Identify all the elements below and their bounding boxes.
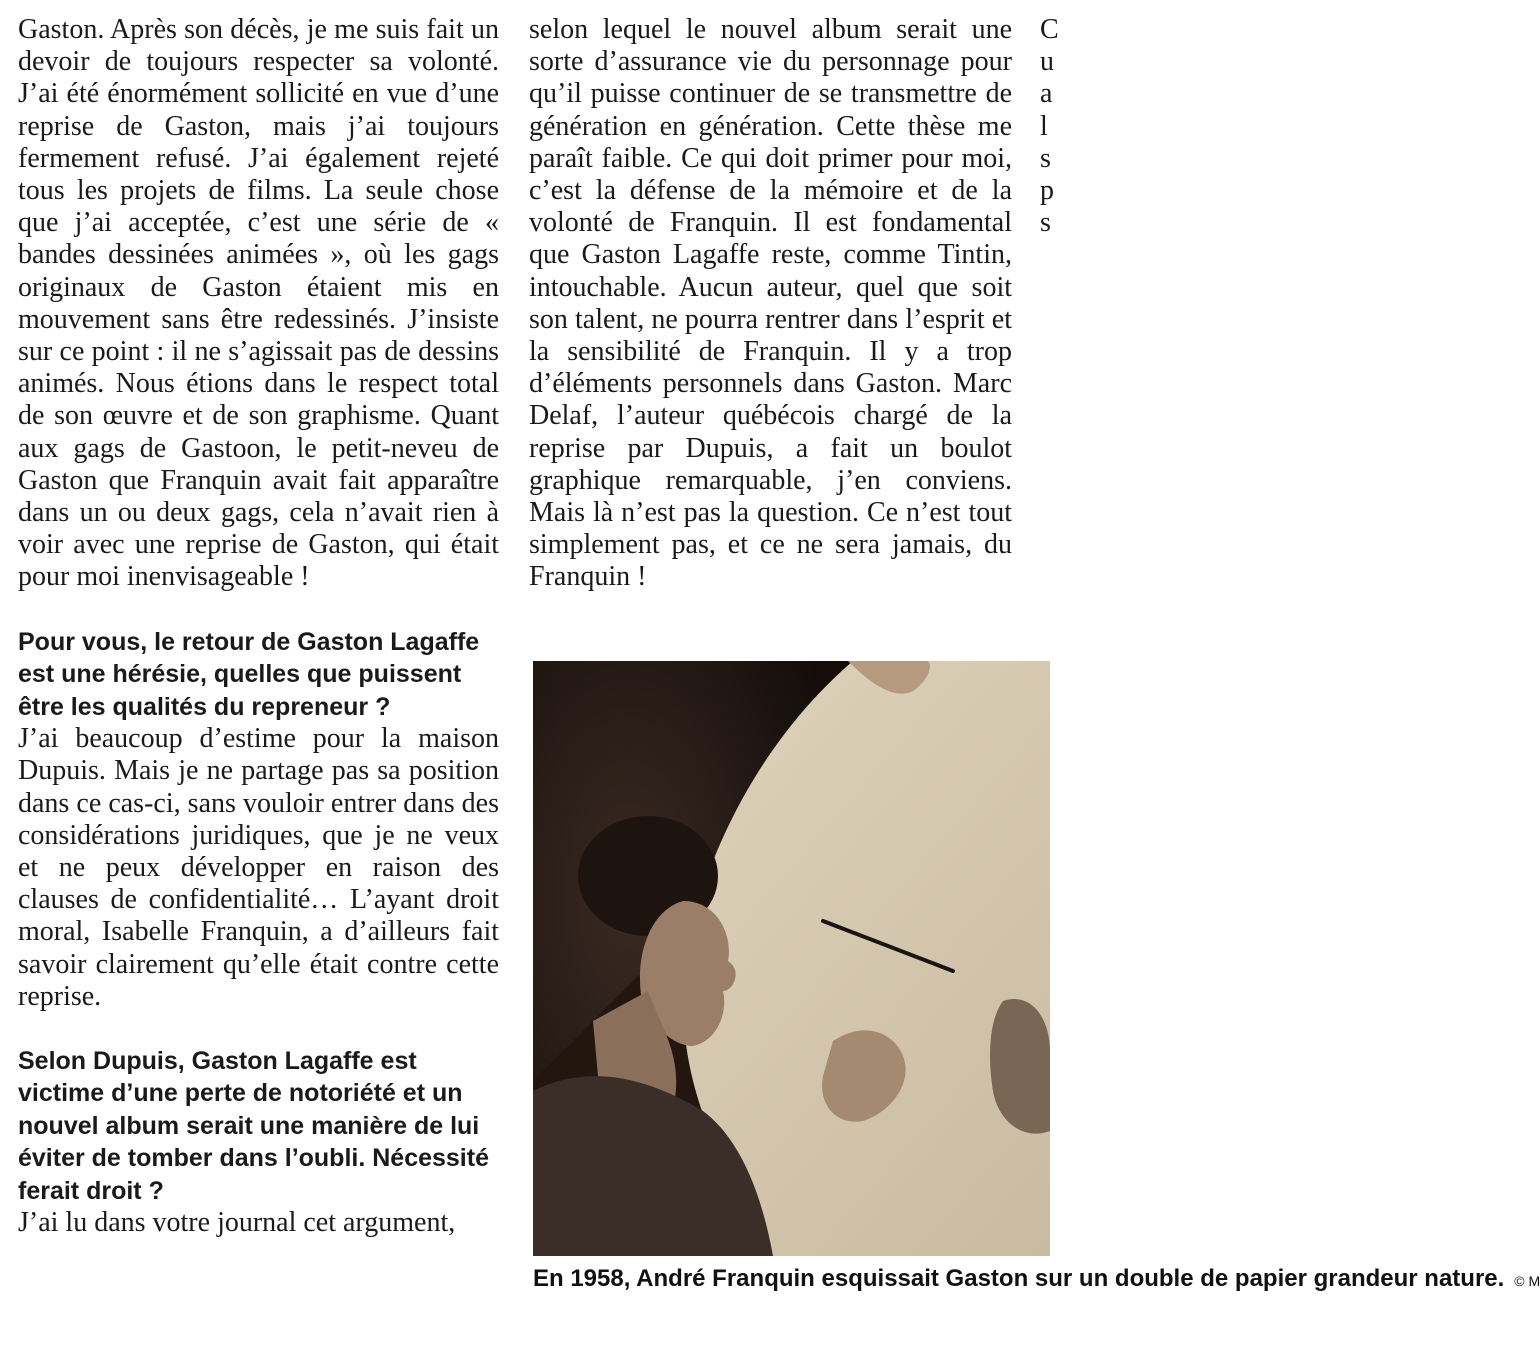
article-column-right-cropped	[1040, 14, 1100, 239]
cropped-text-fragment: p	[1040, 175, 1054, 207]
photo-credit: © M	[1514, 1273, 1540, 1289]
interview-question: Pour vous, le retour de Gaston Lagaffe est une hérésie, quelles que puissent être les qualités du repreneur ?	[18, 627, 480, 721]
cropped-text-fragment: l	[1040, 110, 1048, 142]
cropped-text-fragment: C	[1040, 14, 1059, 45]
franquin-drawing-photo	[533, 661, 1050, 1256]
answer-paragraph: J’ai beaucoup d’estime pour la maison Dupuis. Mais je ne partage pas sa position dans ce cas-ci, sans vouloir entrer dans des considérations juridiques, que je ne veux et ne peux développer en raison des clauses de confidentialité… L’ayant droit moral, Isabelle Franquin, a d’ailleurs fait savoir clairement qu’elle était contre cette reprise.	[18, 723, 499, 1012]
article-column-middle	[529, 14, 1012, 594]
caption-text: En 1958, André Franquin esquissait Gaston sur un double de papier grandeur nature.	[533, 1265, 1505, 1292]
cropped-text-fragment: s	[1040, 142, 1051, 174]
article-column-left	[18, 14, 499, 1240]
interview-question: Selon Dupuis, Gaston Lagaffe est victime d’une perte de notoriété et un nouvel album serait une manière de lui éviter de tomber dans l’oubli. Nécessité ferait droit ?	[18, 1046, 489, 1205]
cropped-text-fragment: s	[1040, 207, 1051, 239]
answer-paragraph: J’ai lu dans votre journal cet argument,	[18, 1207, 456, 1239]
cropped-text-fragment: u	[1040, 46, 1054, 78]
cropped-text-fragment: a	[1040, 78, 1053, 110]
answer-paragraph: Gaston. Après son décès, je me suis fait un devoir de toujours respecter sa volonté. J’ai été énormément sollicité en vue d’une reprise de Gaston, mais j’ai toujours fermement refusé. J’ai également rejeté tous les projets de films. La seule chose que j’ai acceptée, c’est une série de « bandes dessinées animées », où les gags originaux de Gaston étaient mis en mouvement sans être redessinés. J’insiste sur ce point : il ne s’agissait pas de dessins animés. Nous étions dans le respect total de son œuvre et de son graphisme. Quant aux gags de Gastoon, le petit-neveu de Gaston que Franquin avait fait apparaître dans un ou deux gags, cela n’avait rien à voir avec une reprise de Gaston, qui était pour moi inenvisageable !	[18, 14, 499, 593]
answer-paragraph: selon lequel le nouvel album serait une sorte d’assurance vie du personnage pour qu’il puisse continuer de se transmettre de génération en génération. Cette thèse me paraît faible. Ce qui doit primer pour moi, c’est la défense de la mémoire et de la volonté de Franquin. Il est fondamental que Gaston Lagaffe reste, comme Tintin, intouchable. Aucun auteur, quel que soit son talent, ne pourra rentrer dans l’esprit et la sensibilité de Franquin. Il y a trop d’éléments personnels dans Gaston. Marc Delaf, l’auteur québécois chargé de la reprise par Dupuis, a fait un boulot graphique remarquable, j’en conviens. Mais là n’est pas la question. Ce n’est tout simplement pas, et ce ne sera jamais, du Franquin !	[529, 14, 1012, 593]
photo-illustration	[533, 661, 1050, 1256]
photo-caption	[533, 1263, 1540, 1297]
